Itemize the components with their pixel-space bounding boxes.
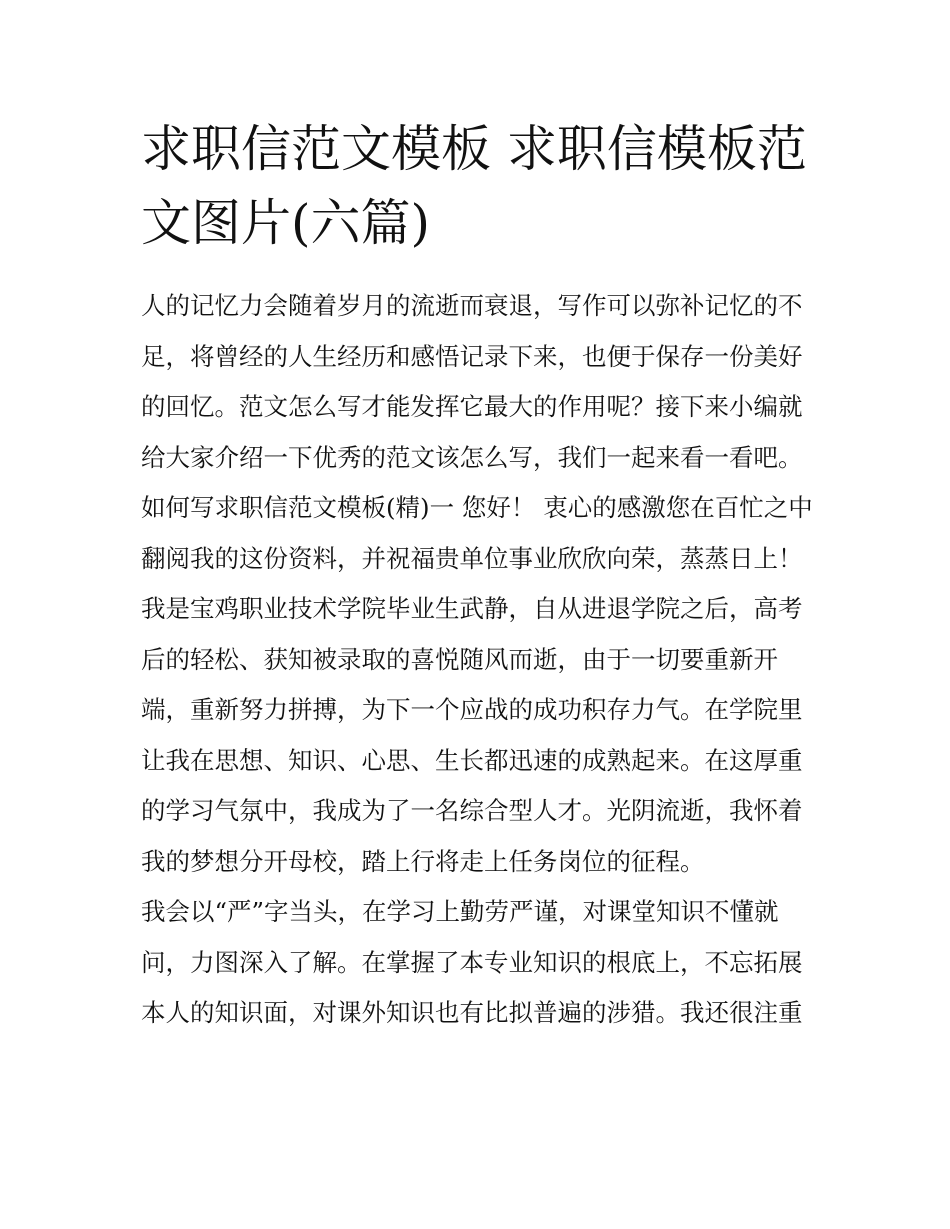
- document-title: 求职信范文模板 求职信模板范文图片(六篇): [141, 120, 807, 252]
- paragraph-greeting: 如何写求职信范文模板(精)一 您好！ 衷心的感激您在百忙之中翻阅我的这份资料，并祝福贵单位事业欣欣向荣，蒸蒸日上！: [141, 493, 813, 573]
- paragraph-intro: 人的记忆力会随着岁月的流逝而衰退，写作可以弥补记忆的不足，将曾经的人生经历和感悟记录下来，也便于保存一份美好的回忆。范文怎么写才能发挥它最大的作用呢？接下来小编就给大家介绍一下优秀的范文该怎么写，我们一起来看一看吧。: [141, 291, 803, 472]
- paragraph-background: 我是宝鸡职业技术学院毕业生武静，自从进退学院之后，高考后的轻松、获知被录取的喜悦随风而逝，由于一切要重新开端，重新努力拼搏，为下一个应战的成功积存力气。在学院里让我在思想、知识、心思、生长都迅速的成熟起来。在这厚重的学习气氛中，我成为了一名综合型人才。光阴流逝，我怀着我的梦想分开母校，踏上行将走上任务岗位的征程。: [141, 594, 803, 876]
- document-content: [141, 112, 813, 1039]
- document-body: [141, 281, 813, 1039]
- paragraph-study: 我会以“严”字当头，在学习上勤劳严谨，对课堂知识不懂就问，力图深入了解。在掌握了本专业知识的根底上，不忘拓展本人的知识面，对课外知识也有比拟普遍的涉猎。我还很注重: [141, 897, 803, 1027]
